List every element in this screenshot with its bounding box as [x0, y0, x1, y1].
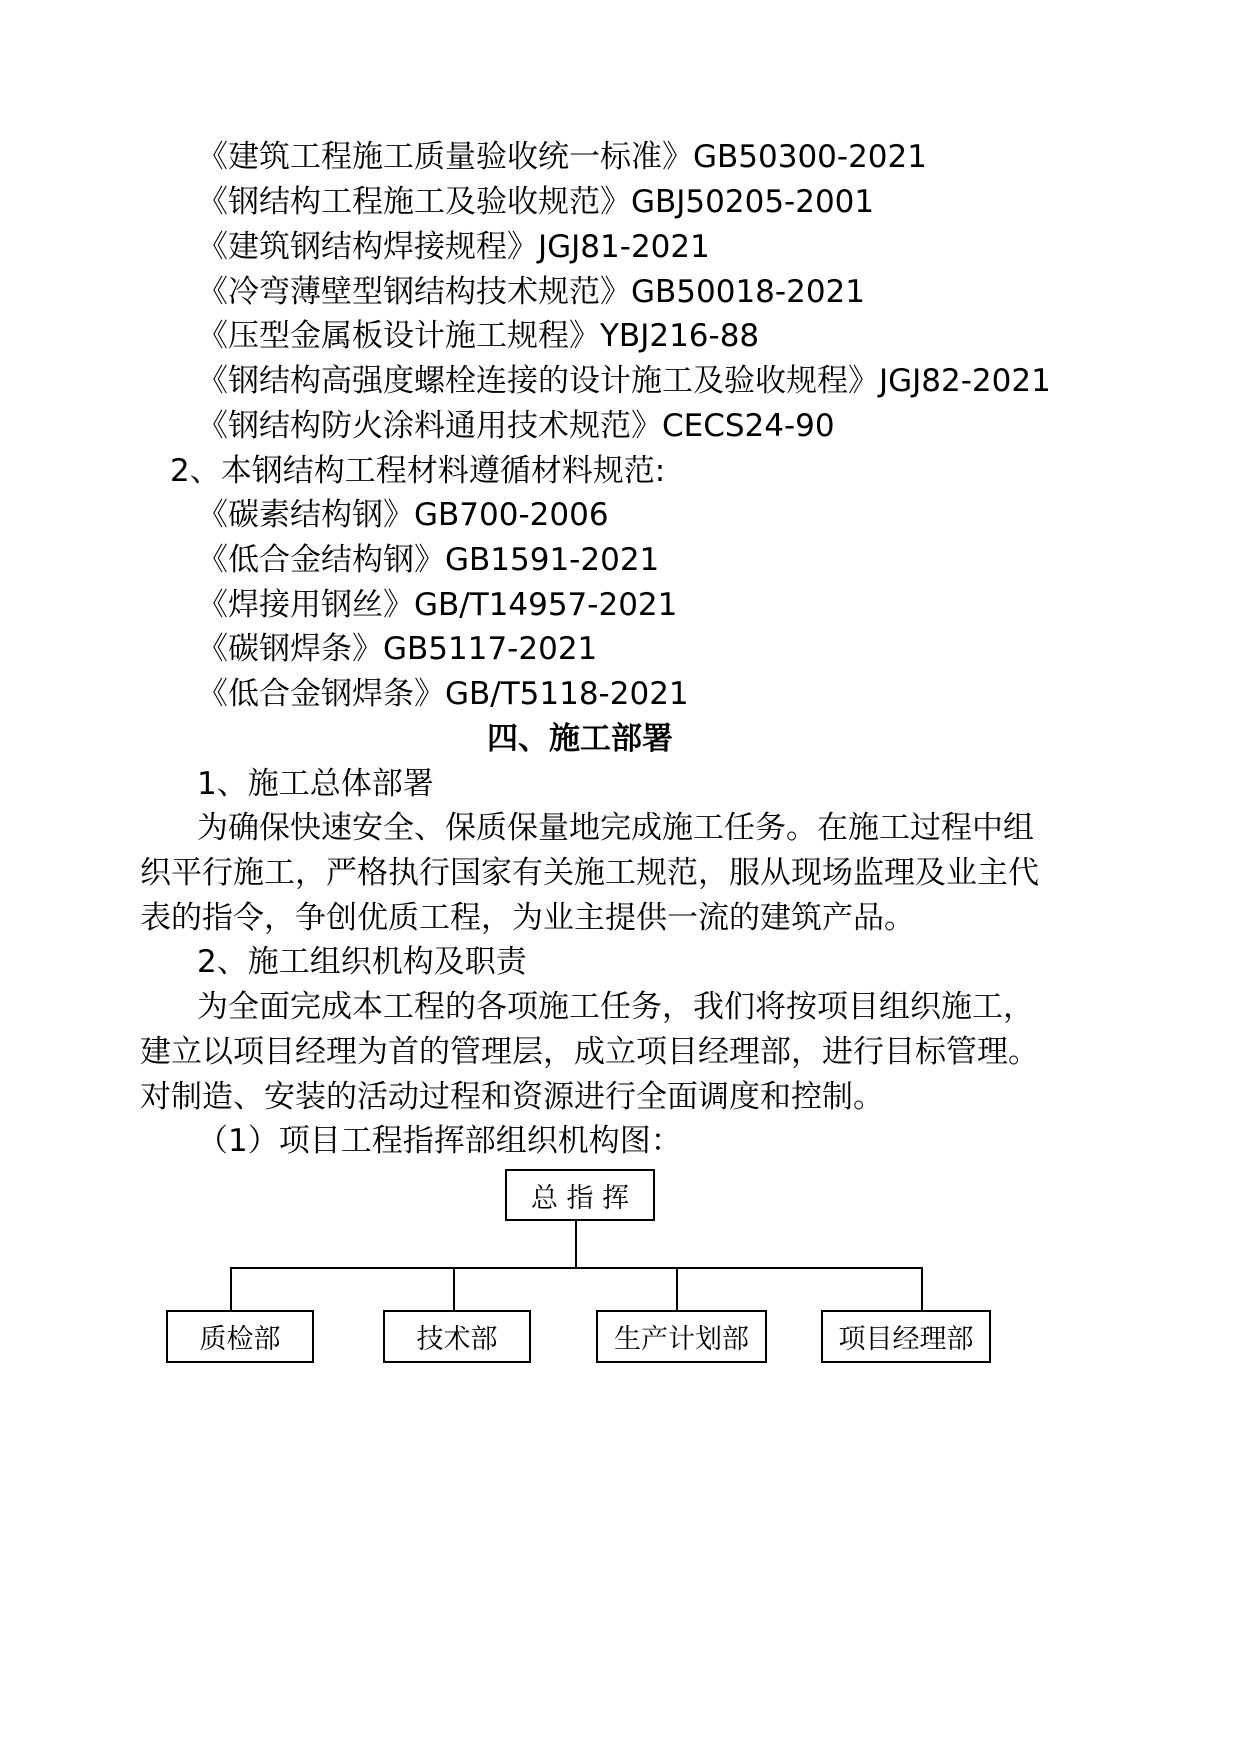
material-item: 《焊接用钢丝》GB/T14957-2021 — [197, 587, 678, 623]
org-root-box: 总 指 挥 — [505, 1169, 655, 1221]
org-dept-box: 质检部 — [166, 1310, 314, 1363]
paragraph-line: 表的指令，争创优质工程，为业主提供一流的建筑产品。 — [140, 900, 915, 936]
org-dept-box: 项目经理部 — [821, 1310, 991, 1363]
paragraph-line: 建立以项目经理为首的管理层，成立项目经理部，进行目标管理。 — [140, 1034, 1039, 1070]
paragraph-line: 对制造、安装的活动过程和资源进行全面调度和控制。 — [140, 1079, 884, 1115]
material-item: 《碳钢焊条》GB5117-2021 — [197, 631, 598, 667]
org-dept-box: 技术部 — [383, 1310, 531, 1363]
connector-line — [921, 1267, 923, 1310]
material-item: 《低合金钢焊条》GB/T5118-2021 — [197, 676, 689, 712]
standard-item: 《钢结构高强度螺栓连接的设计施工及验收规程》JGJ82-2021 — [197, 363, 1051, 399]
connector-line — [230, 1267, 232, 1310]
subsection-title: 1、施工总体部署 — [197, 766, 434, 802]
standard-item: 《压型金属板设计施工规程》YBJ216-88 — [197, 318, 760, 354]
section-title: 四、施工部署 — [487, 721, 673, 757]
materials-title: 2、本钢结构工程材料遵循材料规范: — [170, 453, 666, 489]
connector-line — [453, 1267, 455, 1310]
connector-line — [676, 1267, 678, 1310]
material-item: 《碳素结构钢》GB700-2006 — [197, 497, 609, 533]
standard-item: 《冷弯薄壁型钢结构技术规范》GB50018-2021 — [197, 274, 865, 310]
paragraph-line: 为确保快速安全、保质保量地完成施工任务。在施工过程中组 — [197, 810, 1034, 846]
paragraph-line: 为全面完成本工程的各项施工任务，我们将按项目组织施工， — [197, 989, 1034, 1025]
connector-line — [230, 1267, 923, 1269]
subsection-title: 2、施工组织机构及职责 — [197, 944, 527, 980]
standard-item: 《钢结构防火涂料通用技术规范》CECS24-90 — [197, 408, 835, 444]
standard-item: 《建筑工程施工质量验收统一标准》GB50300-2021 — [197, 139, 927, 175]
standard-item: 《钢结构工程施工及验收规范》GBJ50205-2001 — [197, 184, 875, 220]
standard-item: 《建筑钢结构焊接规程》JGJ81-2021 — [197, 229, 710, 265]
org-dept-box: 生产计划部 — [596, 1310, 767, 1363]
material-item: 《低合金结构钢》GB1591-2021 — [197, 542, 660, 578]
chart-caption: （1）项目工程指挥部组织机构图： — [197, 1123, 682, 1159]
connector-line — [575, 1221, 577, 1268]
paragraph-line: 织平行施工，严格执行国家有关施工规范，服从现场监理及业主代 — [140, 855, 1039, 891]
